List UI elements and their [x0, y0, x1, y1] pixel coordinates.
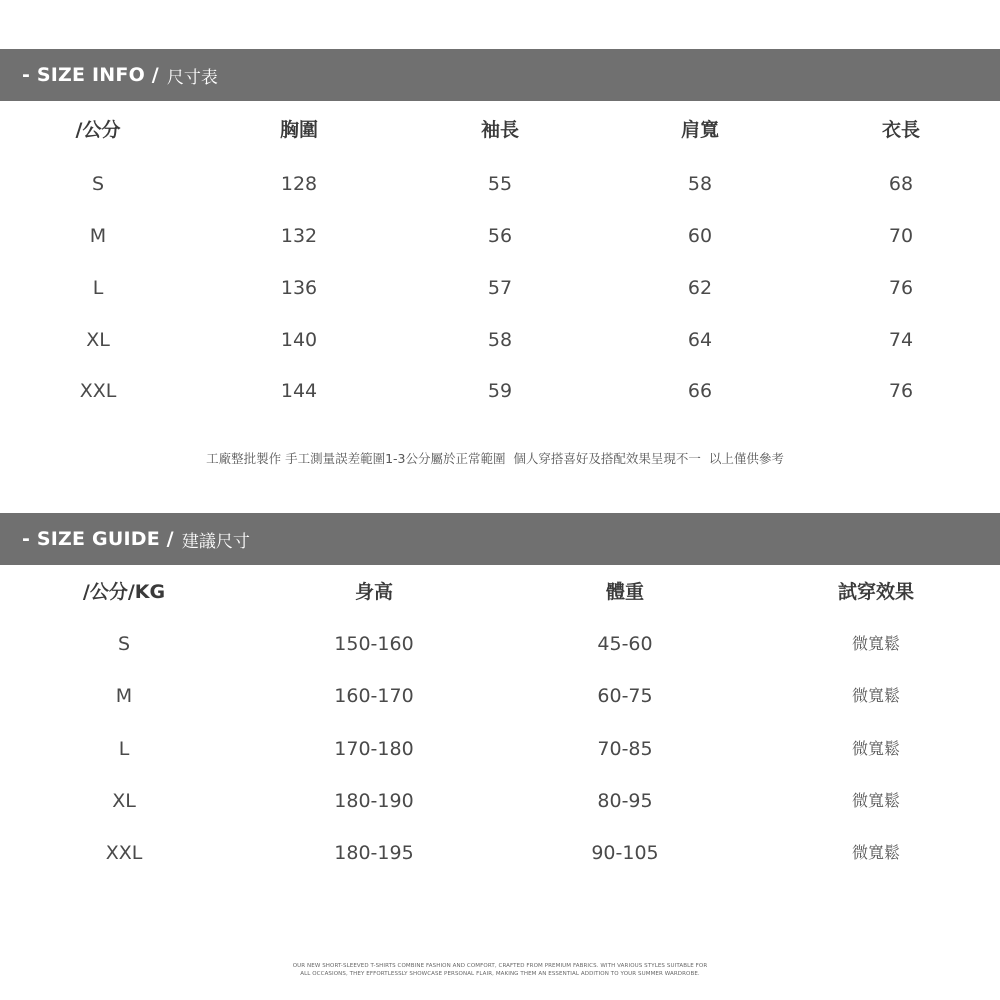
shoulder-value: 66: [687, 380, 713, 402]
fit-value: 微寬鬆: [851, 791, 900, 810]
fit-value: 微寬鬆: [851, 634, 900, 653]
weight-range: 60-75: [597, 685, 653, 707]
fit-value: 微寬鬆: [851, 739, 900, 758]
size-label: M: [89, 225, 107, 247]
fit-value: 微寬鬆: [851, 686, 900, 705]
chest-value: 140: [280, 329, 318, 351]
size-info-header-row: [0, 115, 1000, 145]
table-row: [0, 681, 1000, 711]
height-range: 180-190: [334, 790, 414, 812]
weight-range: 45-60: [597, 633, 653, 655]
header-shoulder-width: 肩寬: [680, 119, 719, 141]
fit-value: 微寬鬆: [851, 843, 900, 862]
sleeve-value: 59: [487, 380, 513, 402]
header-unit-cm: /公分: [75, 119, 121, 141]
size-label: XL: [112, 790, 136, 812]
table-row: [0, 786, 1000, 816]
size-info-banner: [0, 49, 1000, 101]
weight-range: 70-85: [597, 738, 653, 760]
size-label: XXL: [105, 842, 143, 864]
table-row: [0, 325, 1000, 355]
shoulder-value: 60: [687, 225, 713, 247]
table-row: [0, 629, 1000, 659]
height-range: 180-195: [334, 842, 414, 864]
chest-value: 144: [280, 380, 318, 402]
length-value: 70: [888, 225, 914, 247]
header-sleeve-length: 袖長: [480, 119, 519, 141]
table-row: [0, 734, 1000, 764]
length-value: 74: [888, 329, 914, 351]
size-info-title: - SIZE INFO /: [22, 64, 159, 86]
size-guide-header-row: [0, 577, 1000, 607]
height-range: 160-170: [334, 685, 414, 707]
table-row: [0, 273, 1000, 303]
size-label: XL: [86, 329, 110, 351]
height-range: 170-180: [334, 738, 414, 760]
footer-line-1: OUR NEW SHORT-SLEEVED T-SHIRTS COMBINE FASHION AND COMFORT, CRAFTED FROM PREMIUM FABRICS. WITH VARIOUS STYLES SUITABLE FOR: [292, 963, 708, 969]
table-row: [0, 376, 1000, 406]
header-unit-cm-kg: /公分/KG: [82, 581, 166, 603]
measurement-note: 工廠整批製作 手工測量誤差範圍1-3公分屬於正常範圍 個人穿搭喜好及搭配效果呈現不一 以上僅供參考: [206, 451, 784, 466]
sleeve-value: 56: [487, 225, 513, 247]
size-guide-subtitle: 建議尺寸: [181, 531, 250, 552]
header-weight: 體重: [605, 581, 644, 603]
sleeve-value: 55: [487, 173, 513, 195]
table-row: [0, 221, 1000, 251]
sleeve-value: 57: [487, 277, 513, 299]
length-value: 76: [888, 380, 914, 402]
header-height: 身高: [354, 581, 393, 603]
weight-range: 80-95: [597, 790, 653, 812]
size-label: S: [117, 633, 131, 655]
size-label: XXL: [79, 380, 117, 402]
footer-description: [250, 962, 750, 978]
size-guide-banner: [0, 513, 1000, 565]
footer-line-2: ALL OCCASIONS, THEY EFFORTLESSLY SHOWCASE PERSONAL FLAIR, MAKING THEM AN ESSENTIAL ADDITION TO YOUR SUMMER WARDROBE.: [300, 971, 700, 977]
table-row: [0, 169, 1000, 199]
header-chest: 胸圍: [279, 119, 318, 141]
size-label: L: [118, 738, 130, 760]
size-label: M: [115, 685, 133, 707]
header-fit-effect: 試穿效果: [837, 581, 914, 603]
length-value: 76: [888, 277, 914, 299]
height-range: 150-160: [334, 633, 414, 655]
shoulder-value: 62: [687, 277, 713, 299]
size-info-subtitle: 尺寸表: [166, 67, 218, 88]
shoulder-value: 58: [687, 173, 713, 195]
weight-range: 90-105: [591, 842, 659, 864]
chest-value: 136: [280, 277, 318, 299]
chest-value: 132: [280, 225, 318, 247]
chest-value: 128: [280, 173, 318, 195]
table-row: [0, 838, 1000, 868]
sleeve-value: 58: [487, 329, 513, 351]
length-value: 68: [888, 173, 914, 195]
size-guide-title: - SIZE GUIDE /: [22, 528, 174, 550]
size-label: S: [91, 173, 105, 195]
size-label: L: [92, 277, 104, 299]
header-garment-length: 衣長: [881, 119, 920, 141]
shoulder-value: 64: [687, 329, 713, 351]
